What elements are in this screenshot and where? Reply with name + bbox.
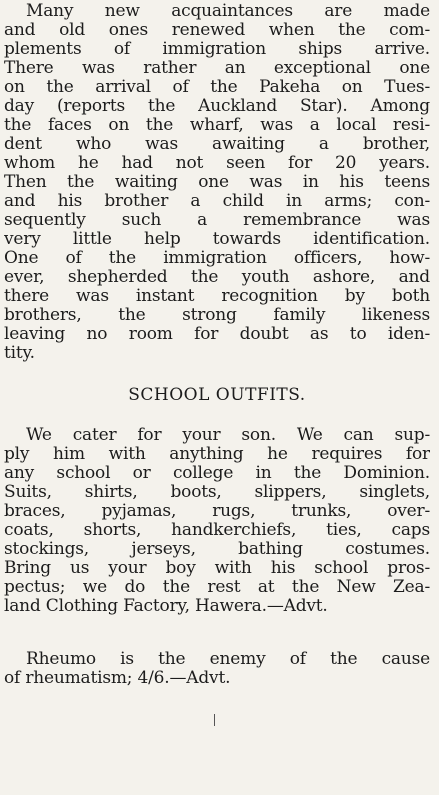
article-line: Many new acquaintances are made [26,2,430,21]
article-line: plements of immigration ships arrive. [4,40,430,59]
article-line: there was instant recognition by both [4,287,430,306]
article-line: dent who was awaiting a brother, [4,135,430,154]
advert-line: We cater for your son. We can sup- [26,426,430,445]
article-line: the faces on the wharf, was a local resi- [4,116,430,135]
rheumo-notice [4,650,430,688]
advert-line: any school or college in the Dominion. [4,464,430,483]
article-line: There was rather an exceptional one [4,59,430,78]
advert-line: ply him with anything he requires for [4,445,430,464]
article-line: very little help towards identification. [4,230,430,249]
advert-line: braces, pyjamas, rugs, trunks, over- [4,502,430,521]
advert-line: Bring us your boy with his school pros- [4,559,430,578]
article-line: sequently such a remembrance was [4,211,430,230]
article-line: tity. [4,344,35,363]
column-rule-mark [214,714,215,726]
advert-line: Suits, shirts, boots, slippers, singlets, [4,483,430,502]
school-outfits-advert [4,426,430,616]
advert-line: pectus; we do the rest at the New Zea- [4,578,430,597]
article-line: ever, shepherded the youth ashore, and [4,268,430,287]
advert-line: stockings, jerseys, bathing costumes. [4,540,430,559]
article-line: on the arrival of the Pakeha on Tues- [4,78,430,97]
article-line: One of the immigration officers, how- [4,249,430,268]
notice-line: of rheumatism; 4/6.—Advt. [4,669,231,688]
notice-line: Rheumo is the enemy of the cause [26,650,430,669]
article-line: day (reports the Auckland Star). Among [4,97,430,116]
article-line: Then the waiting one was in his teens [4,173,430,192]
advert-line: land Clothing Factory, Hawera.—Advt. [4,597,328,616]
advert-line: coats, shorts, handkerchiefs, ties, caps [4,521,430,540]
advert-heading: SCHOOL OUTFITS. [128,385,306,405]
article-line: leaving no room for doubt as to iden- [4,325,430,344]
article-line: and old ones renewed when the com- [4,21,430,40]
article-line: brothers, the strong family likeness [4,306,430,325]
article-line: whom he had not seen for 20 years. [4,154,430,173]
article-line: and his brother a child in arms; con- [4,192,430,211]
immigration-article [4,2,430,363]
